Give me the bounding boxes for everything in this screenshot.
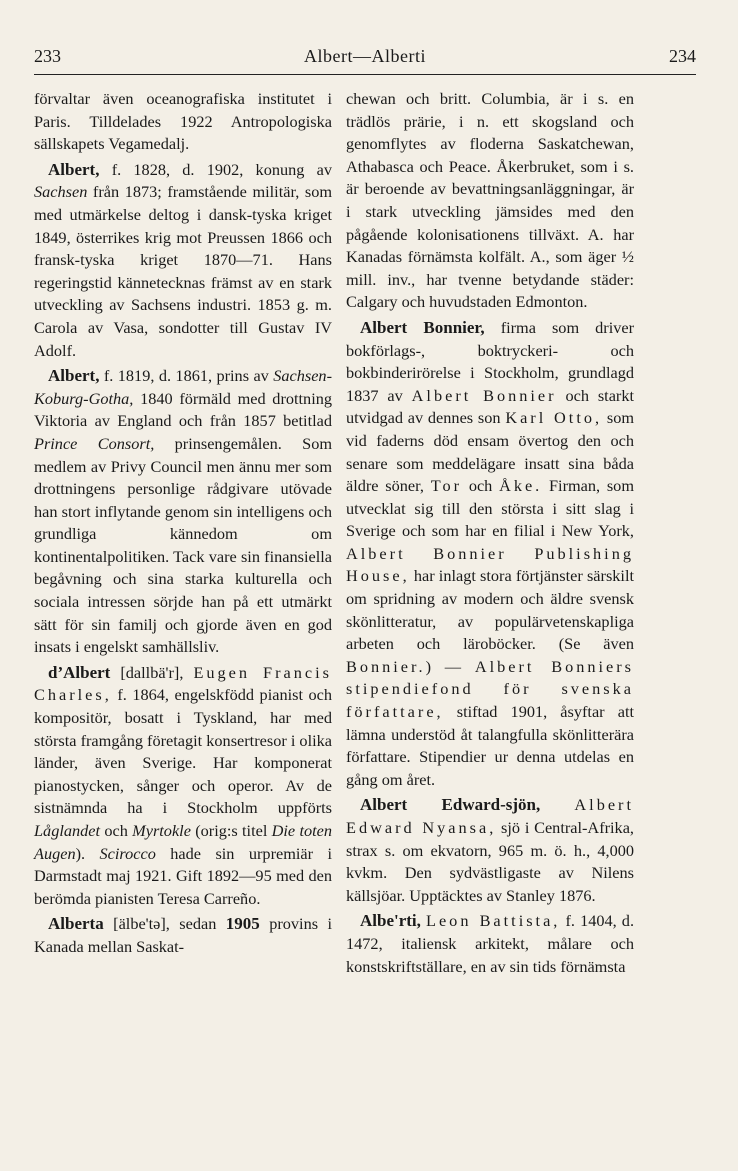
spaced-name: Albert Edward Nyansa, <box>346 795 634 837</box>
entry-alberta <box>34 913 332 958</box>
entry-text: och <box>100 821 133 840</box>
entry-text: (orig:s titel <box>190 821 272 840</box>
entry-text: f. 1819, d. 1861, prins av <box>99 366 274 386</box>
headword: Alberta <box>48 914 104 934</box>
page-header <box>34 46 696 72</box>
entry-text: [älbe'tə], sedan <box>103 914 226 934</box>
italic-term: Die toten Augen <box>34 821 332 863</box>
entry-text: och <box>462 476 500 496</box>
spaced-name: Bonnier. <box>346 656 426 676</box>
spaced-name: Albert Bonniers stipendiefond för svenska författare, <box>346 656 635 722</box>
header-rule <box>34 74 696 75</box>
entry-alberti <box>346 910 634 978</box>
entry-text: ) — <box>425 656 475 676</box>
running-title: Albert—Alberti <box>304 46 426 66</box>
entry-text: [dallbä'r], <box>110 662 194 682</box>
entry-text: firma som driver bokförlags-, boktryckeri- och bokbinderirörelse i Stockholm, grundlagd 1837 av <box>346 317 635 405</box>
italic-term: Sachsen-Koburg-Gotha, <box>34 366 332 408</box>
italic-term: Låglandet <box>34 821 101 840</box>
headword: d’Albert <box>48 662 111 682</box>
italic-term: Scirocco <box>99 843 156 863</box>
entry-text: f. 1404, d. 1472, italiensk arkitekt, målare och konstskriftställare, en av sin tids förnämsta <box>346 911 635 976</box>
headword: Albert, <box>48 159 100 179</box>
italic-term: Sachsen <box>34 182 88 202</box>
spaced-name: Karl Otto, <box>505 408 603 428</box>
entry-text: provins i Kanada mellan Saskat- <box>34 914 332 956</box>
entry-continuation: chewan och britt. Columbia, är i s. en trädlös prärie, i n. ett skogsland och genomflytes av floderna Saskatchewan, Athabasca och Peace. Åkerbruket, som i s. är beroende av bevattningsanläggningar, är i stark utveckling jämsides med den pågående kolonisationens tillväxt. A. har Kanadas förnämsta kolfält. A., som äger ½ mill. inv., har tvenne betydande städer: Calgary och huvudstaden Edmonton. <box>346 89 634 312</box>
entry-dalbert <box>34 662 332 911</box>
spaced-name: Leon Battista, <box>426 911 561 931</box>
right-column <box>346 88 634 978</box>
headword: Albe'rti, <box>360 911 421 931</box>
entry-continuation: förvaltar även oceanografiska institutet i Paris. Tilldelades 1922 Antropologiska sällskapets Vegamedalj. <box>34 89 332 154</box>
spaced-name: Åke. <box>499 476 543 496</box>
headword: Albert, <box>48 366 100 386</box>
left-column <box>34 88 332 959</box>
entry-text: som vid faderns död ensam övertog den och senare som meddelägare insatt sina båda äldre söner, <box>346 408 634 496</box>
headword: Albert Edward-sjön, <box>360 795 541 815</box>
spaced-name: Tor <box>430 476 463 496</box>
entry-text: 1840 förmäld med drottning Viktoria av England och från 1857 betitlad <box>34 388 332 431</box>
entry-text: har inlagt stora förtjänster särskilt om spridning av modern och äldre svensk skönlitteratur, av populärvetenskapliga arbeten och läroböcker. (Se även <box>346 566 634 654</box>
headword: Albert Bonnier, <box>360 317 485 337</box>
entry-albert-sachsen <box>34 159 332 362</box>
entry-albert-edward-sjon <box>346 794 634 907</box>
entry-albert-prins <box>34 365 332 659</box>
entry-text: stiftad 1901, åsyftar att lämna understöd åt talangfulla skönlitterära författare. Stipendier ur denna utdelas en gång om året. <box>346 702 634 789</box>
entry-text: prinsengemålen. Som medlem av Privy Council men ännu mer som drottningens personlige rådgivare utövade han stort inflytande genom sin intelligens och grundliga kännedom om kontinentalpolitiken. Tack vare sin finansiella begåvning och sina starka kulturella och sociala intressen sörjde han på ett utmärkt sätt för sin familj och gjorde även en god insats i engelskt samhällsliv. <box>34 433 332 657</box>
entry-albert-bonnier <box>346 317 634 791</box>
spaced-name: Albert Bonnier <box>411 385 557 405</box>
spaced-name: Eugen Francis Charles, <box>34 662 332 705</box>
bold-year: 1905 <box>225 914 260 934</box>
italic-term: Myrtokle <box>132 821 191 840</box>
entry-text: Firman, som utvecklat sig till den största i sitt slag i Sverige och som har en filial i New York, <box>346 476 634 541</box>
entry-text: f. 1828, d. 1902, konung av <box>99 159 332 179</box>
italic-term: Prince Consort, <box>34 433 155 453</box>
page-number-left: 233 <box>34 46 61 66</box>
entry-text: ). <box>75 843 100 863</box>
entry-text: f. 1864, engelskfödd pianist och kompositör, bosatt i Tyskland, har med största framgång företagit konsertresor i olika länder, även Sverige. Har komponerat pianostycken, sånger och operor. Av de sistnämnda ha i Stockholm uppförts <box>34 685 332 818</box>
entry-text: från 1873; framstående militär, som med utmärkelse deltog i dansk-tyska kriget 1849, österrikes krig mot Preussen 1866 och fransk-tyska kriget 1870—71. Hans regeringstid kännetecknas främst av en stark utveckling av Sachsens industri. 1853 g. m. Carola av Vasa, sondotter till Gustav IV Adolf. <box>34 182 332 360</box>
spaced-name: Albert Bonnier Publishing House, <box>346 543 634 586</box>
page-number-right: 234 <box>669 46 696 66</box>
entry-text: sjö i Central-Afrika, strax s. om ekvatorn, 965 m. ö. h., 4,000 kvkm. Den sydvästligaste av Nilens källsjöar. Upptäcktes av Stanley 1876. <box>346 818 634 905</box>
entry-text <box>540 795 574 814</box>
entry-text: hade sin urpremiär i Darmstadt maj 1921. Gift 1892—95 med den berömda pianisten Teresa Carreño. <box>34 843 333 908</box>
entry-text: och starkt utvidgad av dennes son <box>346 385 635 428</box>
